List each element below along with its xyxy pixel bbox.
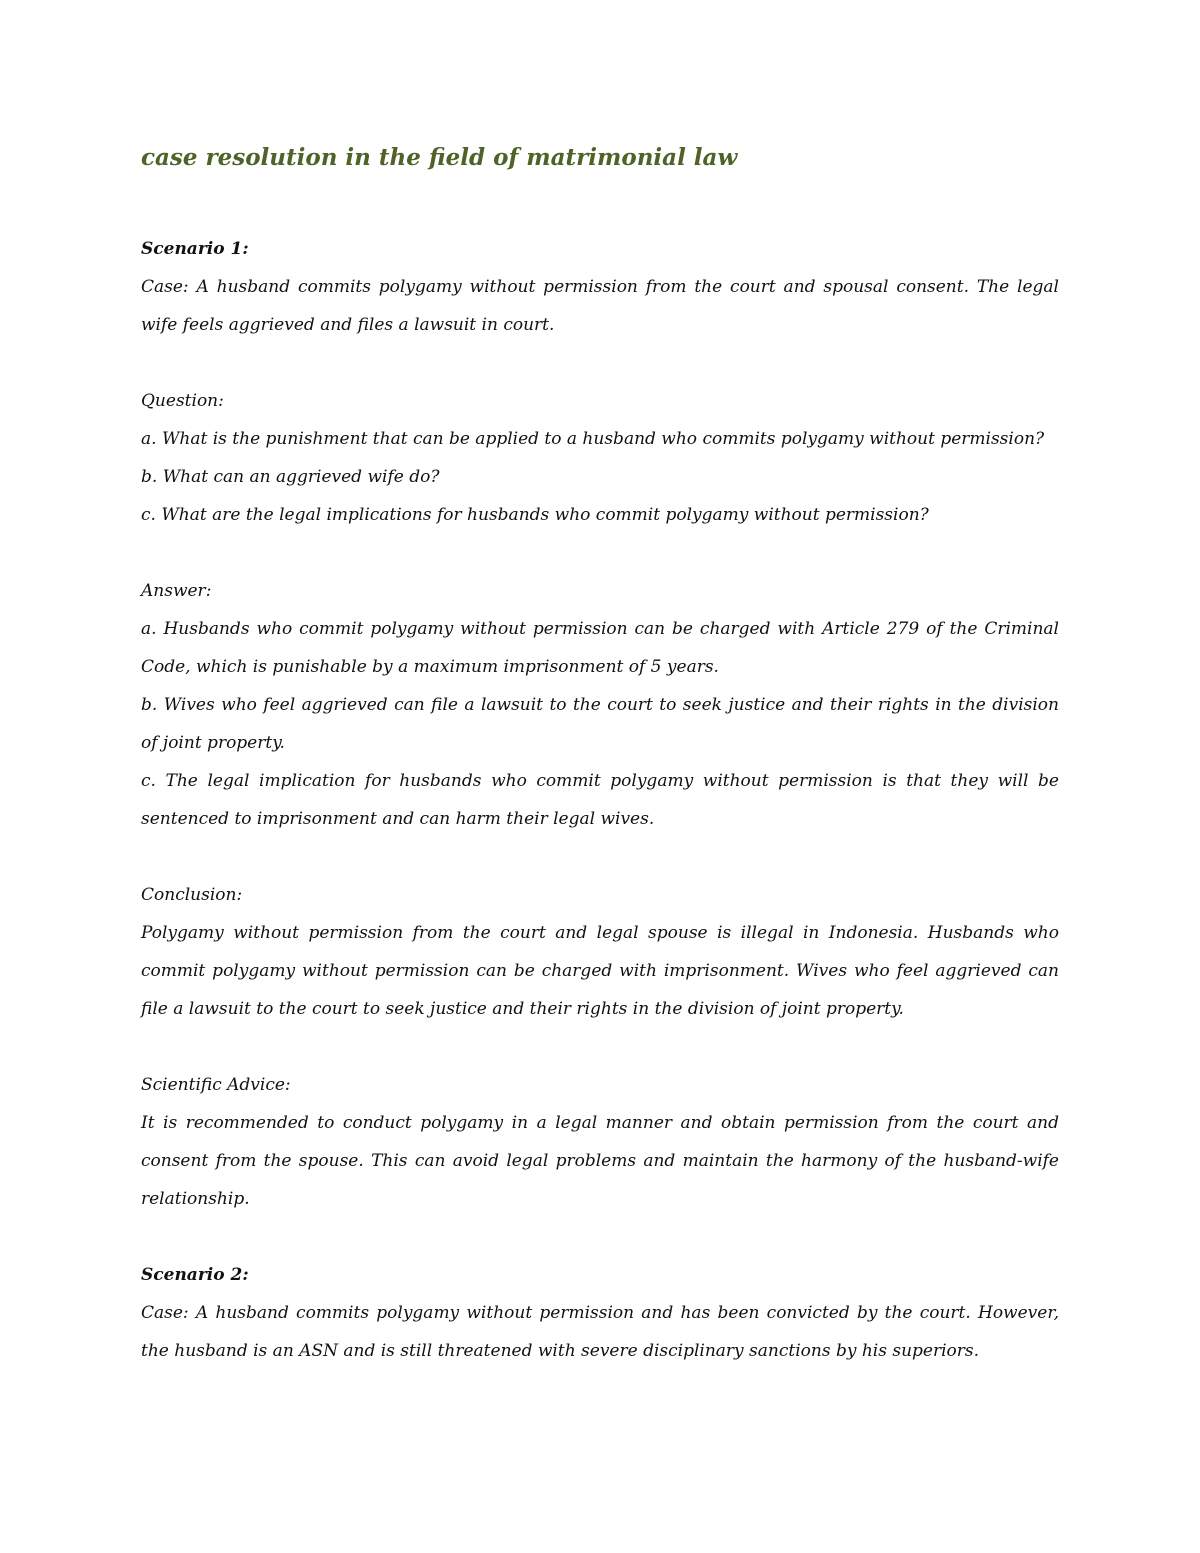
scenario-1-heading: Scenario 1: [141,239,249,259]
scenario-1-question-a: a. What is the punishment that can be applied to a husband who commits polygamy without permission? [141,429,1045,449]
scenario-1-conclusion: Polygamy without permission from the court and legal spouse is illegal in Indonesia. Husbands who commit polygamy without permission can be charged with imprisonment. Wives who feel aggrieved can file a lawsuit to the court to seek justice and their rights in the division of joint property. [141,923,1059,1019]
scenario-1-advice: It is recommended to conduct polygamy in a legal manner and obtain permission from the court and consent from the spouse. This can avoid legal problems and maintain the harmony of the husband-wife relationship. [141,1113,1059,1209]
scenario-1-answer-c: c. The legal implication for husbands who commit polygamy without permission is that they will be sentenced to imprisonment and can harm their legal wives. [141,771,1059,829]
scenario-1-question-c: c. What are the legal implications for husbands who commit polygamy without permission? [141,505,929,525]
scenario-1-advice-label: Scientific Advice: [141,1075,291,1095]
scenario-2-heading: Scenario 2: [141,1265,249,1285]
scenario-1-question-label: Question: [141,391,224,411]
scenario-1-case: Case: A husband commits polygamy without permission from the court and spousal consent. The legal wife feels aggrieved and files a lawsuit in court. [141,277,1059,335]
document-body [141,138,1059,1370]
document-title: case resolution in the field of matrimonial law [141,144,738,171]
scenario-1-question-b: b. What can an aggrieved wife do? [141,467,440,487]
scenario-1-answer-b: b. Wives who feel aggrieved can file a lawsuit to the court to seek justice and their rights in the division of joint property. [141,695,1059,753]
scenario-2-case: Case: A husband commits polygamy without permission and has been convicted by the court. However, the husband is an ASN and is still threatened with severe disciplinary sanctions by his superiors. [141,1303,1059,1361]
scenario-1-answer-a: a. Husbands who commit polygamy without permission can be charged with Article 279 of the Criminal Code, which is punishable by a maximum imprisonment of 5 years. [141,619,1059,677]
scenario-1-answer-label: Answer: [141,581,212,601]
scenario-1-conclusion-label: Conclusion: [141,885,243,905]
